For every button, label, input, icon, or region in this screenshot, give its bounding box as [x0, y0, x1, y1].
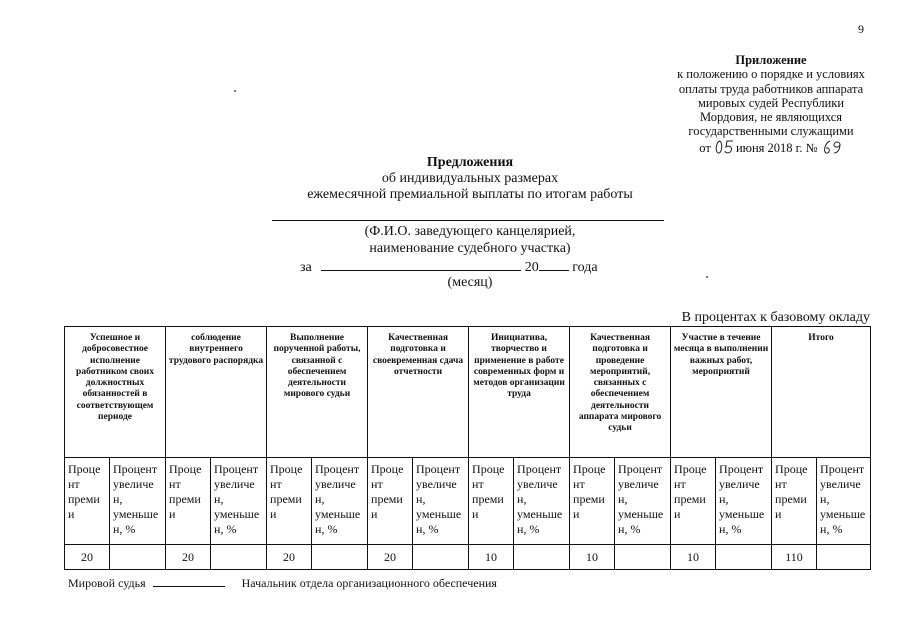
- criteria-header: соблюдение внутреннего трудового распорядка: [166, 327, 267, 458]
- bonus-percent-header: Проце нт преми и: [65, 458, 110, 545]
- year-fill-line: [539, 258, 569, 271]
- criteria-header: Участие в течение месяца в выполнении важных работ, мероприятий: [671, 327, 772, 458]
- criteria-header-row: [65, 327, 871, 458]
- handwritten-day: [714, 139, 736, 155]
- change-percent-header: Процент увеличе н, уменьше н, %: [716, 458, 772, 545]
- year-prefix: 20: [524, 260, 539, 275]
- date-prefix: от: [699, 140, 711, 155]
- change-percent-header: Процент увеличе н, уменьше н, %: [514, 458, 570, 545]
- bonus-percent-header: Проце нт преми и: [368, 458, 413, 545]
- appendix-block: [640, 53, 900, 155]
- document-subtitle-line: об индивидуальных размерах: [381, 171, 559, 186]
- change-percent-cell: [514, 545, 570, 570]
- judge-signature-label: Мировой судья: [68, 576, 146, 590]
- fill-caption-line: (Ф.И.О. заведующего канцелярией,: [364, 224, 576, 239]
- fill-caption: [270, 224, 670, 257]
- criteria-header: Успешное и добросовестное исполнение работником своих должностных обязанностей в соответствующем периоде: [65, 327, 166, 458]
- document-subtitle-line: ежемесячной премиальной выплаты по итогам работы: [307, 187, 633, 202]
- month-caption: (месяц): [447, 275, 493, 290]
- change-percent-cell: [413, 545, 469, 570]
- criteria-header: Качественная подготовка и своевременная сдача отчетности: [368, 327, 469, 458]
- bonus-percent-cell: 10: [469, 545, 514, 570]
- signature-row: [68, 576, 497, 591]
- bonus-percent-cell: 10: [671, 545, 716, 570]
- change-percent-header: Процент увеличе н, уменьше н, %: [312, 458, 368, 545]
- bonus-percent-cell: 20: [368, 545, 413, 570]
- handwritten-number: [821, 139, 843, 155]
- change-percent-header: Процент увеличе н, уменьше н, %: [413, 458, 469, 545]
- period-za-label: за: [300, 260, 312, 275]
- bonus-percent-cell: 20: [166, 545, 211, 570]
- criteria-header: Инициатива, творчество и применение в работе современных форм и методов организации труда: [469, 327, 570, 458]
- bonus-percent-cell: 10: [570, 545, 615, 570]
- document-header: [260, 155, 680, 203]
- judge-signature-line: [153, 576, 225, 587]
- fill-caption-line: наименование судебного участка): [369, 240, 571, 256]
- appendix-line: мировых судей Республики: [697, 95, 845, 110]
- change-percent-cell: [211, 545, 267, 570]
- criteria-header: Качественная подготовка и проведение мероприятий, связанных с обеспечением деятельности аппарата мирового судьи: [570, 327, 671, 458]
- change-percent-cell: [110, 545, 166, 570]
- bonus-percent-header: Проце нт преми и: [469, 458, 514, 545]
- change-percent-header: Процент увеличе н, уменьше н, %: [110, 458, 166, 545]
- total-percent-cell: 110: [772, 545, 817, 570]
- period-row: [300, 258, 660, 276]
- bonus-percent-header: Проце нт преми и: [772, 458, 817, 545]
- basis-note: В процентах к базовому окладу: [681, 310, 870, 325]
- change-percent-header: Процент увеличе н, уменьше н, %: [211, 458, 267, 545]
- total-header: Итого: [772, 327, 871, 458]
- criteria-header: Выполнение порученной работы, связанной с обеспечением деятельности мирового судьи: [267, 327, 368, 458]
- change-percent-header: Процент увеличе н, уменьше н, %: [817, 458, 871, 545]
- appendix-line: к положению о порядке и условиях: [677, 67, 865, 82]
- date-suffix: июня 2018 г. №: [735, 140, 818, 155]
- month-fill-line: [321, 258, 521, 271]
- values-row: [65, 545, 871, 570]
- appendix-line: Мордовия, не являющихся: [699, 110, 843, 125]
- year-label: года: [572, 260, 598, 275]
- change-percent-cell: [615, 545, 671, 570]
- appendix-title: Приложение: [735, 53, 807, 67]
- total-change-cell: [817, 545, 871, 570]
- name-fill-line: [272, 220, 664, 221]
- bonus-percent-header: Проце нт преми и: [671, 458, 716, 545]
- scan-speck: [706, 276, 708, 278]
- scan-speck: [234, 90, 236, 92]
- appendix-line: государственными служащими: [688, 124, 854, 139]
- bonus-percent-header: Проце нт преми и: [166, 458, 211, 545]
- bonus-percent-header: Проце нт преми и: [267, 458, 312, 545]
- bonus-percent-cell: 20: [65, 545, 110, 570]
- bonus-table: [64, 326, 871, 570]
- appendix-line: оплаты труда работников аппарата: [678, 81, 864, 96]
- change-percent-header: Процент увеличе н, уменьше н, %: [615, 458, 671, 545]
- page-number: 9: [858, 22, 864, 36]
- subheader-row: [65, 458, 871, 545]
- document-title: Предложения: [426, 155, 514, 170]
- change-percent-cell: [716, 545, 772, 570]
- bonus-percent-header: Проце нт преми и: [570, 458, 615, 545]
- change-percent-cell: [312, 545, 368, 570]
- bonus-percent-cell: 20: [267, 545, 312, 570]
- head-signature-label: Начальник отдела организационного обеспечения: [241, 576, 497, 590]
- appendix-date-line: [640, 139, 900, 155]
